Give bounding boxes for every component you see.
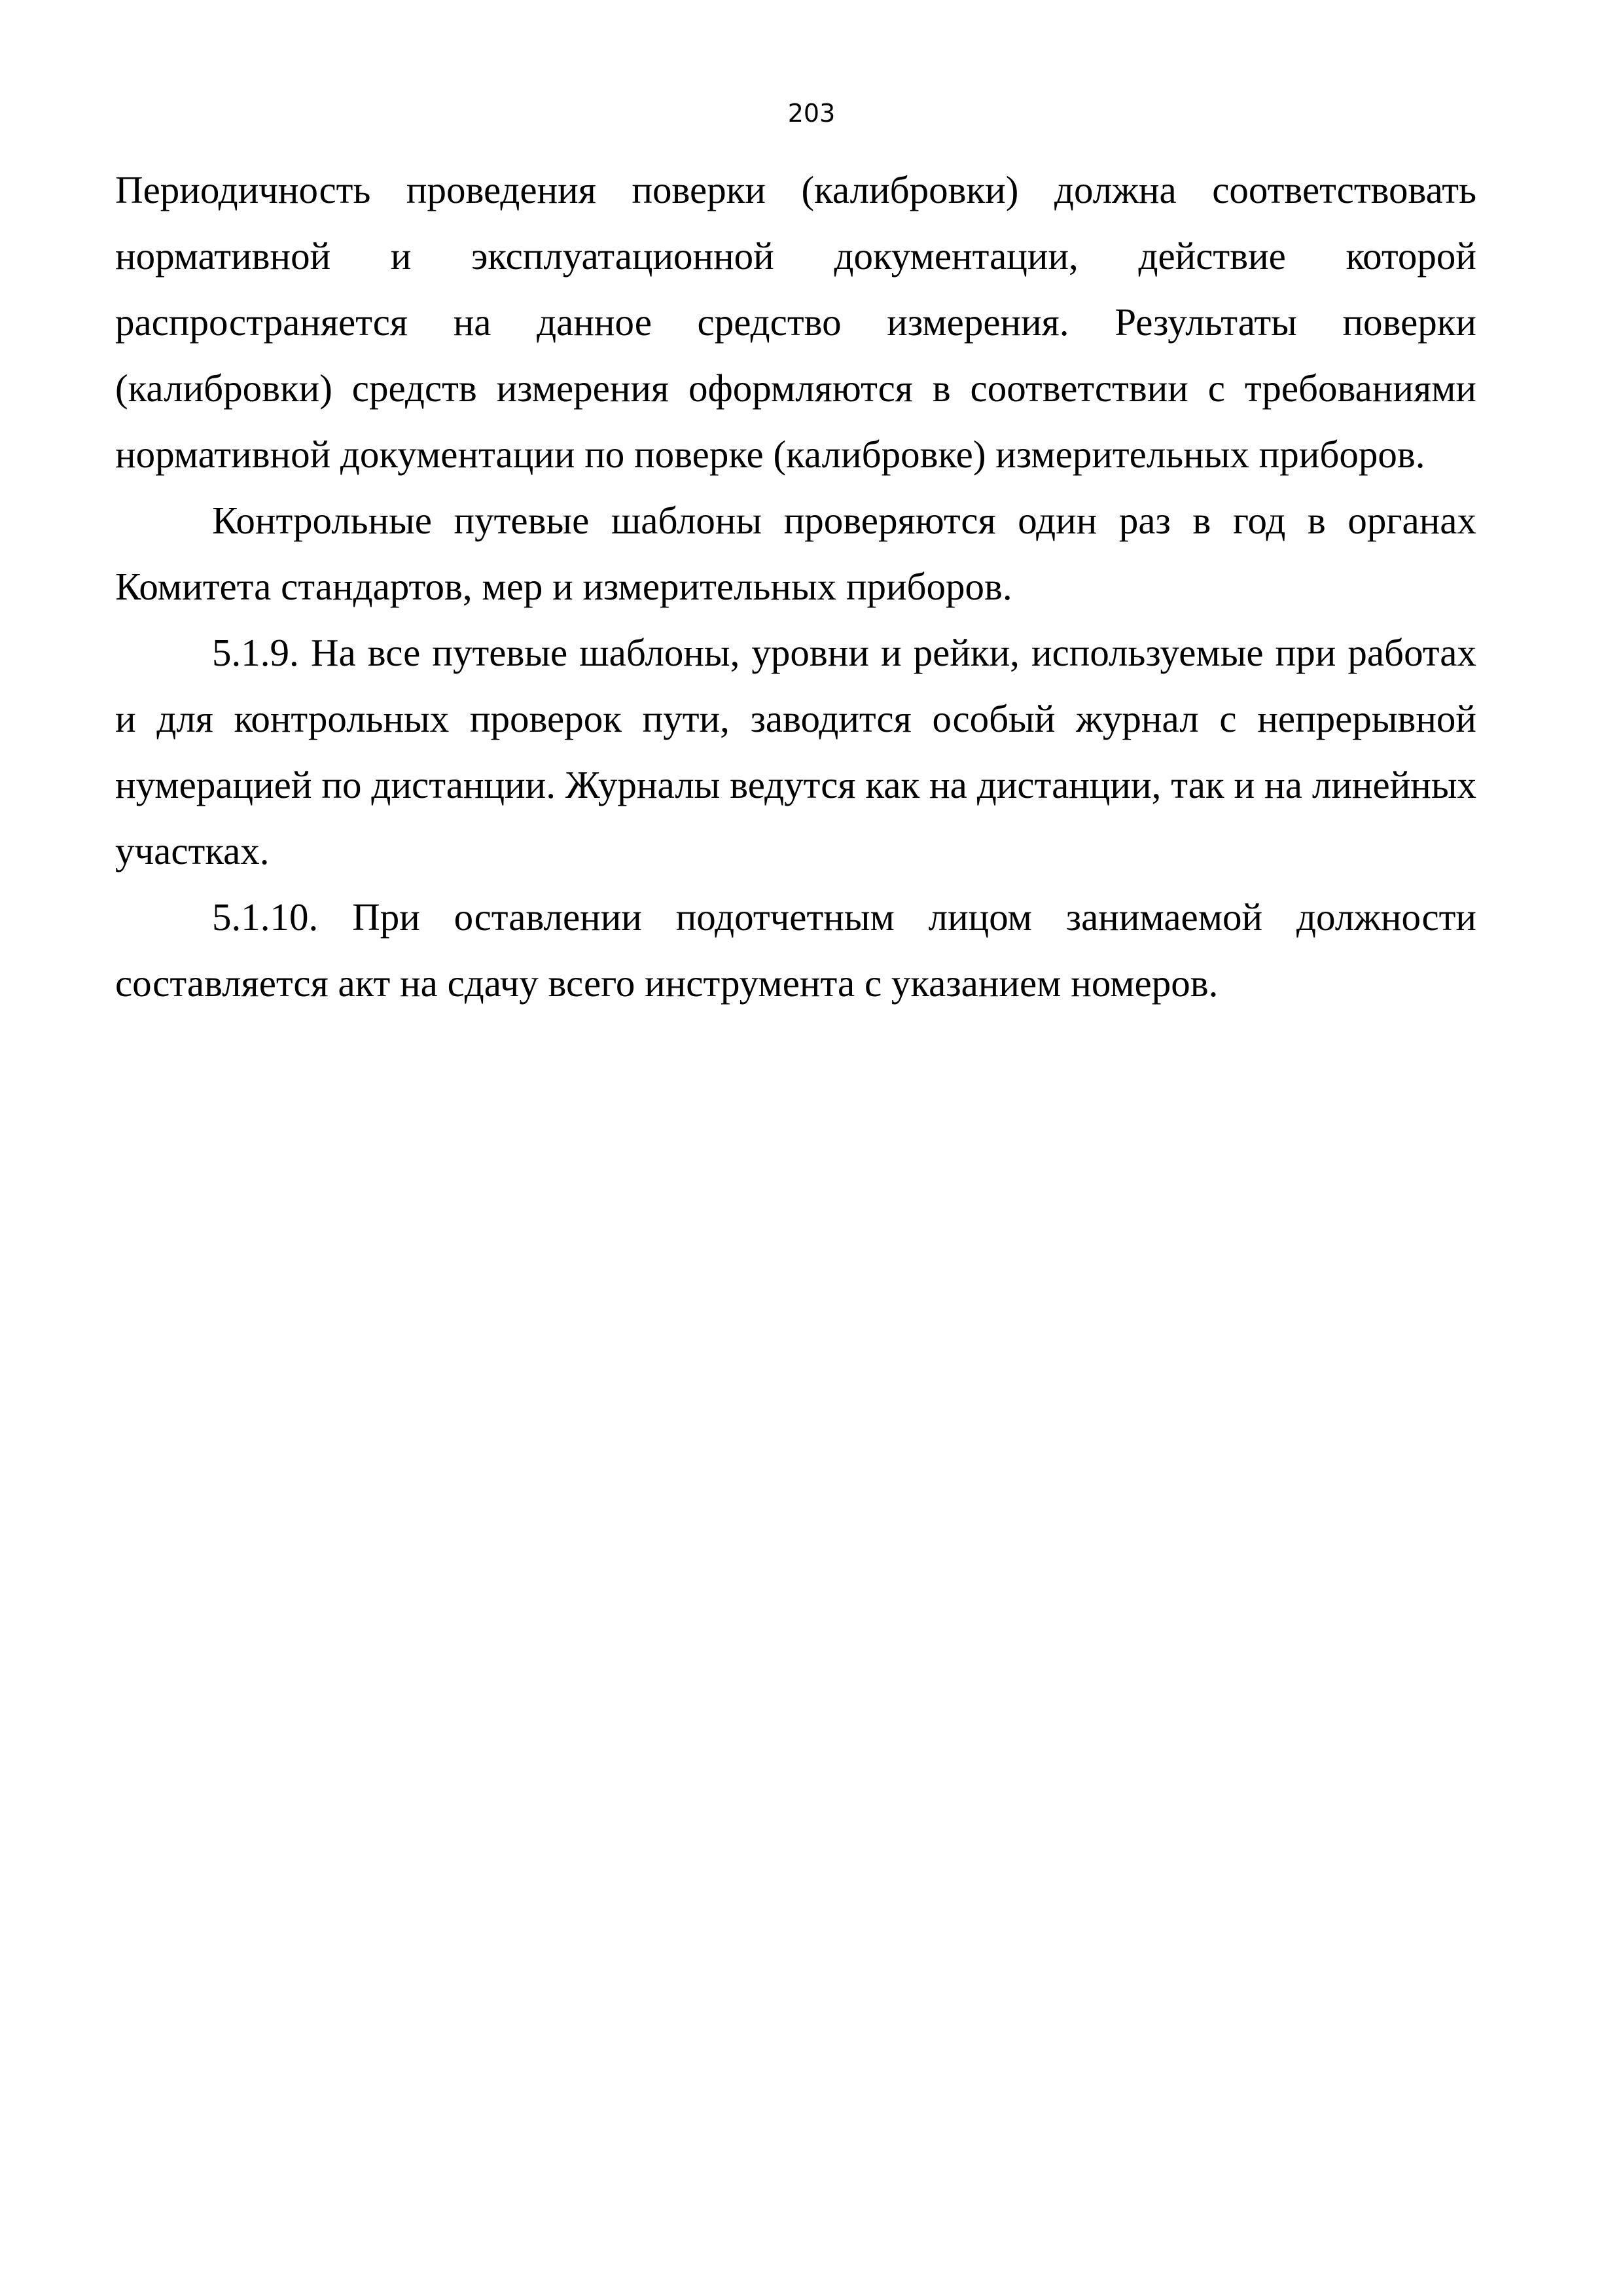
paragraph-verification-periodicity: Периодичность проведения поверки (калибровки) должна соответствовать нормативной и эксплуатационной документации, действие которой распространяется на данное средство измерения. Результаты поверки (калибровки) средств измерения оформляются в соответствии с требованиями нормативной документации по поверке (калибровке) измерительных приборов.	[115, 168, 1476, 476]
document-body	[115, 157, 1476, 1016]
page-number: 203	[787, 99, 836, 128]
paragraph-control-templates: Контрольные путевые шаблоны проверяются один раз в год в органах Комитета стандартов, мер и измерительных приборов.	[115, 499, 1476, 608]
paragraph-section-5-1-10: 5.1.10. При оставлении подотчетным лицом занимаемой должности составляется акт на сдачу всего инструмента с указанием номеров.	[115, 895, 1476, 1005]
paragraph-section-5-1-9: 5.1.9. На все путевые шаблоны, уровни и рейки, используемые при работах и для контрольных проверок пути, заводится особый журнал с непрерывной нумерацией по дистанции. Журналы ведутся как на дистанции, так и на линейных участках.	[115, 631, 1476, 872]
